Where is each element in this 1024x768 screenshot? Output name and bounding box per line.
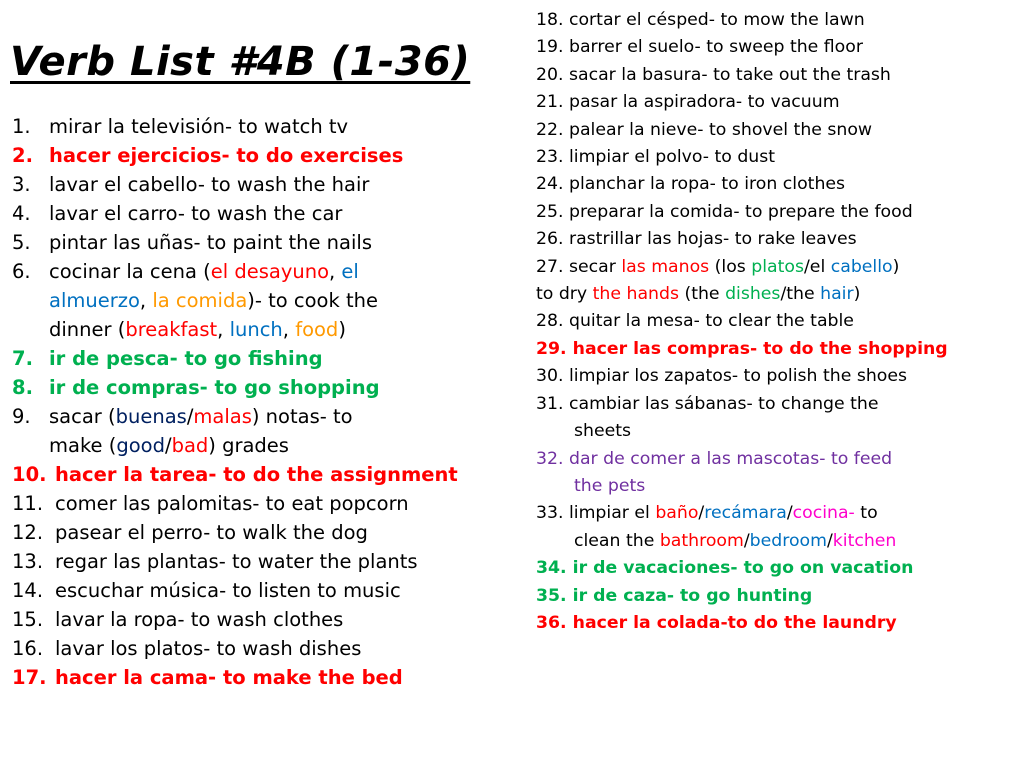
item-number: 24. (536, 174, 564, 195)
item-text: rastrillar las hojas- to rake leaves (568, 229, 857, 250)
item-text: limpiar el polvo- to dust (568, 147, 776, 168)
list-item (536, 117, 1020, 144)
verb-list-left (12, 112, 492, 692)
text-run: platos (751, 256, 804, 277)
list-item (536, 446, 1020, 501)
text-run: make ( (49, 434, 117, 457)
text-run: the hands (592, 284, 679, 305)
list-item (536, 144, 1020, 171)
item-text (12, 402, 492, 460)
text-run: el desayuno (210, 260, 330, 283)
item-text: lavar la ropa- to wash clothes (55, 608, 344, 631)
text-run: , (217, 318, 230, 341)
text-run: /el (803, 256, 831, 277)
item-number: 17. (12, 666, 47, 689)
text-run: / (164, 434, 172, 457)
item-continuation: sheets (574, 421, 631, 442)
page-title: Verb List #4B (1-36) (10, 39, 471, 85)
item-number: 32. (536, 448, 564, 469)
text-run: kitchen (832, 530, 897, 551)
item-number: 20. (536, 64, 564, 85)
text-run: buenas (115, 405, 187, 428)
item-text: ir de compras- to go shopping (49, 376, 380, 399)
item-text: lavar los platos- to wash dishes (55, 637, 362, 660)
item-number: 34. (536, 558, 567, 579)
text-run: limpiar el (568, 503, 656, 524)
item-number: 30. (536, 366, 564, 387)
list-item (12, 373, 492, 402)
list-item (12, 170, 492, 199)
text-run: )- to cook the (247, 289, 378, 312)
text-run: (los (709, 256, 752, 277)
text-run: , (282, 318, 296, 341)
text-run: / (743, 530, 750, 551)
list-item (12, 634, 492, 663)
item-number: 25. (536, 201, 564, 222)
text-run: (the (678, 284, 726, 305)
item-number: 11. (12, 492, 44, 515)
list-item (12, 576, 492, 605)
verb-list-right (536, 7, 1020, 637)
text-run: ) (338, 318, 346, 341)
item-number: 13. (12, 550, 44, 573)
item-number: 14. (12, 579, 44, 602)
text-run: ) (853, 284, 861, 305)
item-text: ir de pesca- to go fishing (49, 347, 323, 370)
item-text: ir de vacaciones- to go on vacation (572, 558, 914, 579)
item-number: 9. (12, 405, 31, 428)
list-item (536, 7, 1020, 34)
list-item (536, 336, 1020, 363)
text-run: bathroom (659, 530, 744, 551)
item-text: quitar la mesa- to clear the table (568, 311, 854, 332)
item-text: mirar la televisión- to watch tv (49, 115, 349, 138)
item-text: sacar la basura- to take out the trash (568, 64, 891, 85)
list-item (12, 257, 492, 344)
text-run: / (786, 503, 793, 524)
text-run: clean the (574, 530, 660, 551)
item-number: 27. (536, 256, 564, 277)
text-run: bad (171, 434, 209, 457)
list-item (536, 583, 1020, 610)
item-text: limpiar los zapatos- to polish the shoes (568, 366, 908, 387)
list-item (536, 171, 1020, 198)
list-item (536, 199, 1020, 226)
text-run: cabello (830, 256, 893, 277)
item-text: hacer la colada-to do the laundry (572, 612, 897, 633)
list-item (536, 308, 1020, 335)
item-text: palear la nieve- to shovel the snow (568, 119, 873, 140)
text-run: el (341, 260, 359, 283)
item-number: 19. (536, 37, 564, 58)
list-item (536, 610, 1020, 637)
text-run: , (329, 260, 342, 283)
item-text: cambiar las sábanas- to change the (568, 393, 879, 414)
item-number: 33. (536, 503, 564, 524)
text-run: to (854, 503, 878, 524)
item-text: lavar el carro- to wash the car (49, 202, 343, 225)
item-continuation (536, 528, 1020, 555)
list-item (536, 363, 1020, 390)
list-item (12, 344, 492, 373)
item-continuation: the pets (574, 475, 646, 496)
list-item (536, 62, 1020, 89)
item-number: 12. (12, 521, 44, 544)
item-text (12, 257, 492, 344)
item-text (569, 257, 899, 277)
item-text: preparar la comida- to prepare the food (568, 201, 913, 222)
list-item (12, 199, 492, 228)
item-number: 36. (536, 612, 567, 633)
list-item (536, 89, 1020, 116)
item-number: 1. (12, 115, 31, 138)
item-text: hacer ejercicios- to do exercises (49, 144, 404, 167)
item-number: 31. (536, 393, 564, 414)
item-text: dar de comer a las mascotas- to feed (568, 448, 893, 469)
list-item (12, 547, 492, 576)
list-item (536, 254, 1020, 309)
list-item (12, 605, 492, 634)
item-text: comer las palomitas- to eat popcorn (55, 492, 409, 515)
text-run: bedroom (749, 530, 827, 551)
item-number: 21. (536, 92, 564, 113)
item-number: 4. (12, 202, 31, 225)
text-run: hair (820, 284, 854, 305)
text-run: / (826, 530, 833, 551)
text-run: sacar ( (49, 405, 116, 428)
item-text: hacer la cama- to make the bed (55, 666, 403, 689)
text-run: food (295, 318, 339, 341)
item-text (569, 503, 878, 523)
list-item (536, 555, 1020, 582)
list-item (12, 402, 492, 460)
text-run: /the (780, 284, 821, 305)
text-run: ) grades (208, 434, 289, 457)
item-text: escuchar música- to listen to music (55, 579, 401, 602)
text-run: ) notas- to (251, 405, 353, 428)
text-run: dishes (725, 284, 781, 305)
text-run: good (116, 434, 165, 457)
list-item (12, 489, 492, 518)
item-text: barrer el suelo- to sweep the floor (568, 37, 863, 58)
item-text: planchar la ropa- to iron clothes (568, 174, 846, 195)
item-number: 6. (12, 260, 31, 283)
item-text: pasar la aspiradora- to vacuum (568, 92, 840, 113)
item-text: regar las plantas- to water the plants (55, 550, 418, 573)
item-number: 28. (536, 311, 564, 332)
list-item (12, 228, 492, 257)
text-run: , (139, 289, 153, 312)
item-number: 16. (12, 637, 44, 660)
item-number: 29. (536, 338, 567, 359)
item-text: pasear el perro- to walk the dog (55, 521, 368, 544)
item-number: 15. (12, 608, 44, 631)
text-run: cocina- (792, 503, 855, 524)
text-run: breakfast (125, 318, 218, 341)
item-number: 5. (12, 231, 31, 254)
item-continuation (536, 281, 1020, 308)
item-number: 22. (536, 119, 564, 140)
item-text: cortar el césped- to mow the lawn (568, 10, 865, 30)
text-run: almuerzo (49, 289, 140, 312)
item-number: 35. (536, 585, 567, 606)
item-number: 2. (12, 144, 33, 167)
item-text: hacer las compras- to do the shopping (572, 338, 948, 359)
text-run: / (186, 405, 194, 428)
list-item (12, 112, 492, 141)
item-text: lavar el cabello- to wash the hair (49, 173, 370, 196)
text-run: cocinar la cena ( (49, 260, 211, 283)
text-run: to dry (536, 284, 593, 305)
list-item (12, 518, 492, 547)
item-number: 7. (12, 347, 33, 370)
list-item (536, 34, 1020, 61)
item-text: ir de caza- to go hunting (572, 585, 813, 606)
list-item (12, 460, 492, 489)
item-number: 23. (536, 147, 564, 168)
text-run: baño (655, 503, 699, 524)
list-item (536, 500, 1020, 555)
item-number: 18. (536, 10, 564, 30)
text-run: ) (892, 256, 900, 277)
text-run: dinner ( (49, 318, 126, 341)
item-number: 26. (536, 229, 564, 250)
text-run: malas (193, 405, 252, 428)
text-run: recámara (704, 503, 787, 524)
item-number: 3. (12, 173, 31, 196)
text-run: las manos (621, 256, 710, 277)
text-run: la comida (152, 289, 248, 312)
list-item (536, 391, 1020, 446)
list-item (536, 226, 1020, 253)
item-number: 10. (12, 463, 47, 486)
text-run: secar (568, 256, 622, 277)
text-run: / (698, 503, 705, 524)
item-number: 8. (12, 376, 33, 399)
item-text: hacer la tarea- to do the assignment (55, 463, 458, 486)
item-text: pintar las uñas- to paint the nails (49, 231, 372, 254)
list-item (12, 663, 492, 692)
list-item (12, 141, 492, 170)
text-run: lunch (229, 318, 283, 341)
